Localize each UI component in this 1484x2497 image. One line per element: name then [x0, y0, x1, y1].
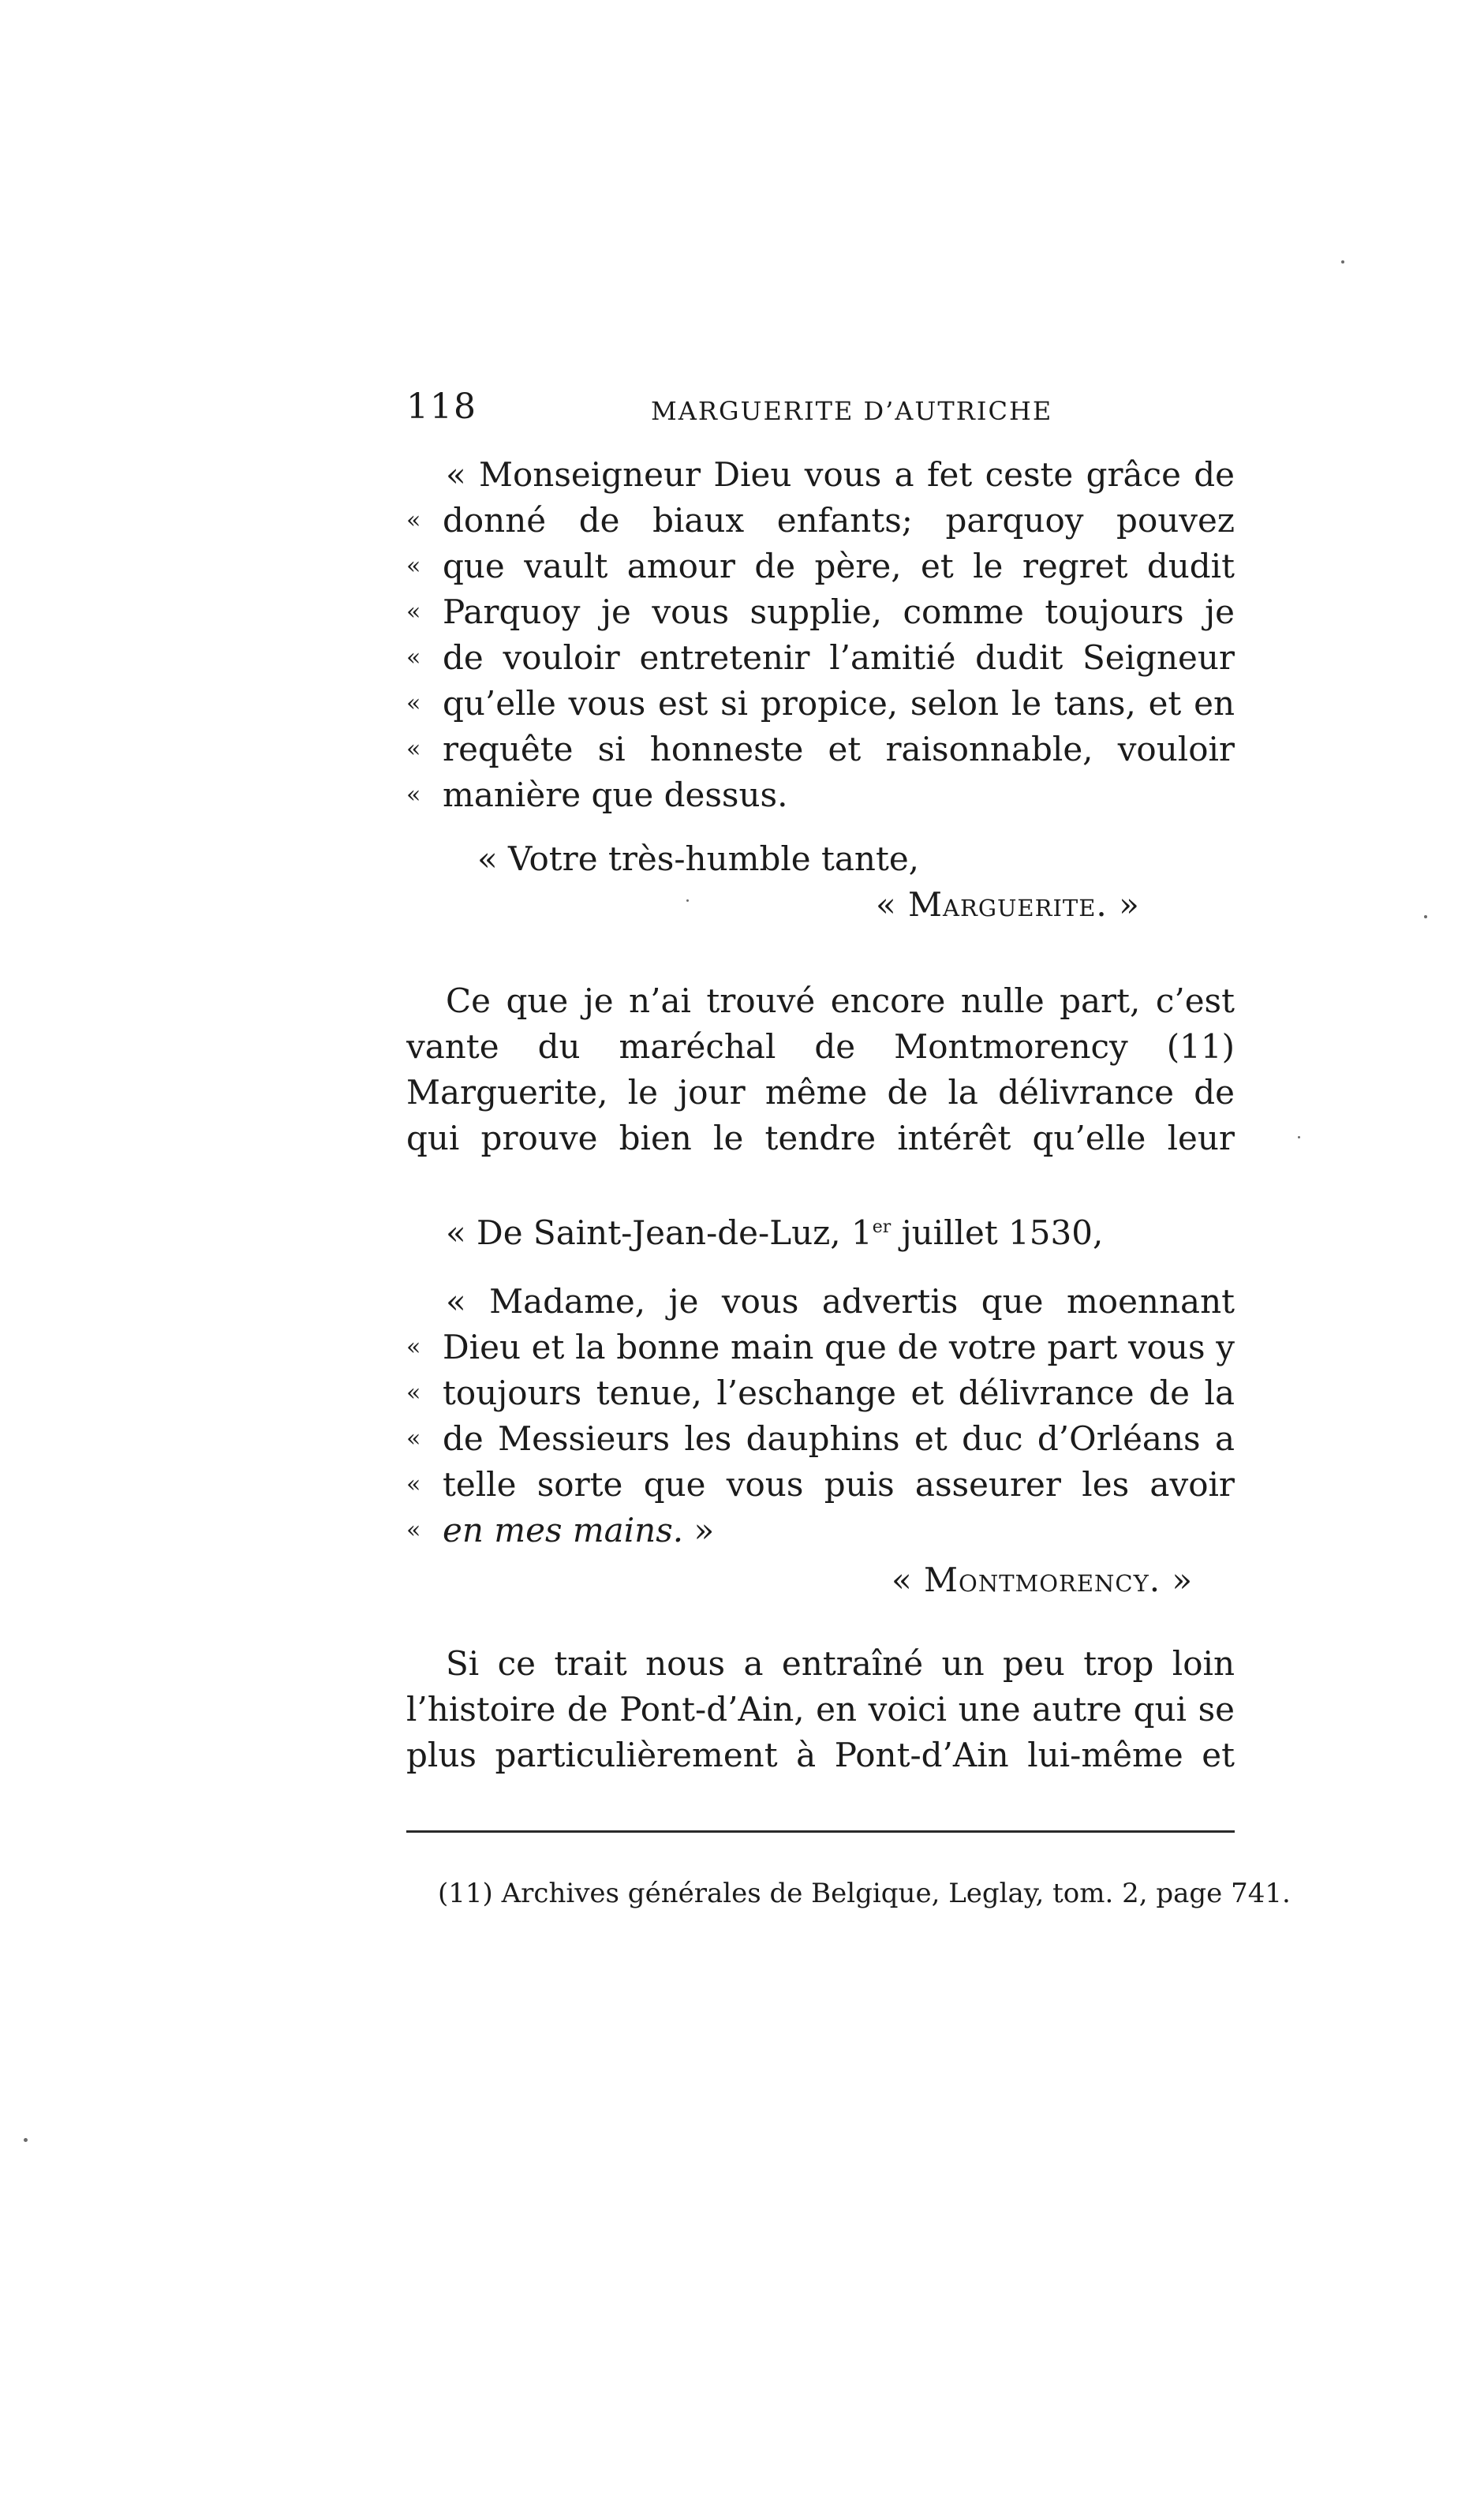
quote-mark: «: [406, 1516, 421, 1544]
paragraph1-line: Marguerite, le jour même de la délivrance de: [406, 1073, 1235, 1112]
page-number: 118: [406, 387, 477, 427]
footnote: (11) Archives générales de Belgique, Leglay, tom. 2, page 741.: [438, 1878, 1291, 1909]
letter1-line: « manière que dessus.: [406, 772, 1235, 818]
letter2-line: « toujours tenue, l’eschange et délivrance de la: [406, 1370, 1235, 1416]
quote-mark: «: [406, 552, 421, 580]
quote-mark: «: [406, 735, 421, 763]
paper-speck: [24, 2138, 28, 2142]
letter1-line: « de vouloir entretenir l’amitié dudit Seigneur: [406, 635, 1235, 681]
letter1-line: « qu’elle vous est si propice, selon le tans, et en: [406, 681, 1235, 727]
paragraph1-line: qui prouve bien le tendre intérêt qu’elle leur: [406, 1119, 1235, 1157]
quote-mark: «: [406, 644, 421, 671]
running-title: MARGUERITE D’AUTRICHE: [651, 396, 1053, 426]
letter1-line: « donné de biaux enfants; parquoy pouvez: [406, 498, 1235, 544]
quote-mark: «: [406, 1425, 421, 1452]
footnote-divider: [406, 1830, 1235, 1833]
paragraph2-line: Si ce trait nous a entraîné un peu trop loin: [446, 1644, 1235, 1683]
paragraph1-line: vante du maréchal de Montmorency (11): [406, 1027, 1235, 1066]
letter1-line: « Parquoy je vous supplie, comme toujours je: [406, 589, 1235, 635]
paper-speck: [1298, 1136, 1300, 1138]
quote-mark: «: [406, 507, 421, 534]
letter2-signature: « Montmorency. »: [892, 1561, 1194, 1599]
letter1-closing: « Votre très-humble tante,: [477, 839, 920, 878]
letter1-line: « requête si honneste et raisonnable, vouloir: [406, 727, 1235, 772]
letter2-line: « telle sorte que vous puis asseurer les avoir: [406, 1462, 1235, 1508]
letter1-line: « que vault amour de père, et le regret dudit: [406, 544, 1235, 589]
quote-mark: «: [406, 598, 421, 626]
letter1-line: « Monseigneur Dieu vous a fet ceste grâce de: [446, 455, 1235, 494]
letter2-line: « en mes mains. »: [406, 1508, 1235, 1553]
paper-speck: [686, 899, 689, 902]
paragraph2-line: l’histoire de Pont-d’Ain, en voici une autre qui se: [406, 1690, 1235, 1729]
paragraph2-line: plus particulièrement à Pont-d’Ain lui-même et: [406, 1736, 1235, 1774]
letter2-line: « Madame, je vous advertis que moennant: [446, 1282, 1235, 1321]
letter2-dateline: « De Saint-Jean-de-Luz, 1er juillet 1530,: [446, 1213, 1104, 1252]
quote-mark: «: [406, 690, 421, 717]
letter1-signature: « Marguerite. »: [876, 885, 1140, 924]
quote-mark: «: [406, 1471, 421, 1498]
quote-mark: «: [406, 781, 421, 809]
letter2-line: « Dieu et la bonne main que de votre part vous y: [406, 1325, 1235, 1370]
paper-speck: [1424, 915, 1427, 918]
paper-speck: [1341, 260, 1344, 264]
quote-mark: «: [406, 1379, 421, 1407]
letter2-line: « de Messieurs les dauphins et duc d’Orléans a: [406, 1416, 1235, 1462]
page-header: [406, 387, 1235, 434]
quote-mark: «: [406, 1333, 421, 1361]
paragraph1-line: Ce que je n’ai trouvé encore nulle part, c’est: [446, 981, 1235, 1020]
